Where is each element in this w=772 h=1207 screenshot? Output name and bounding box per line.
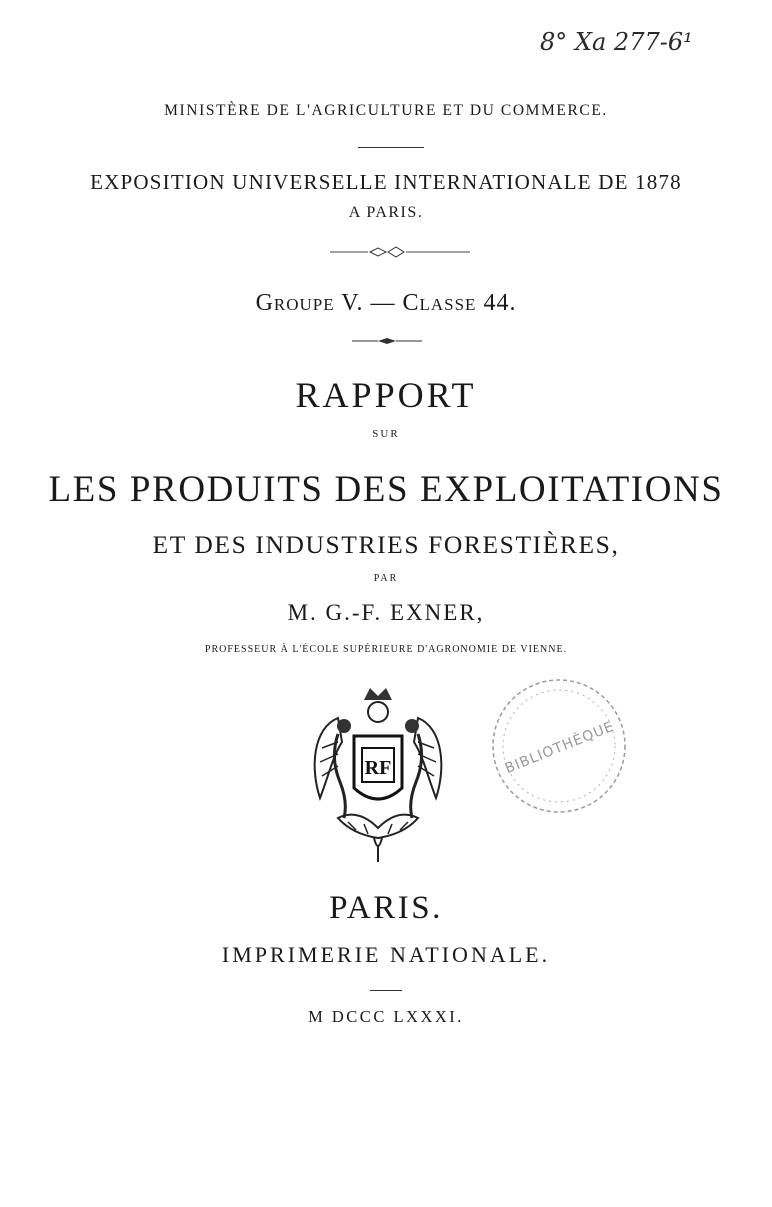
par-word: PAR xyxy=(373,573,399,584)
subject-title-line2: ET DES INDUSTRIES FORESTIÈRES, xyxy=(152,530,620,559)
printer-emblem-icon xyxy=(308,678,448,864)
shelfmark-annotation: 8° Xa 277-6¹ xyxy=(540,28,693,56)
printer-name: IMPRIMERIE NATIONALE. xyxy=(221,942,551,967)
sur-word: SUR xyxy=(372,428,400,440)
groupe-classe-line xyxy=(0,290,772,317)
ministry-heading: MINISTÈRE DE L'AGRICULTURE ET DU COMMERCE. xyxy=(164,102,608,119)
author-name: M. G.-F. EXNER, xyxy=(287,600,485,625)
emblem-monogram: RF xyxy=(364,757,392,779)
city-line: A PARIS. xyxy=(348,204,424,221)
small-ornament xyxy=(352,336,422,346)
classe-word: Classe xyxy=(402,290,477,316)
divider-rule xyxy=(358,147,424,148)
groupe-number: V. — xyxy=(341,290,396,316)
stamp-text: BIBLIOTHÈQUE xyxy=(502,718,617,778)
groupe-word: Groupe xyxy=(255,290,335,316)
exposition-title: EXPOSITION UNIVERSELLE INTERNATIONALE DE 1878 xyxy=(90,170,682,194)
imprint-rule xyxy=(370,990,402,991)
subject-title-line1: LES PRODUITS DES EXPLOITATIONS xyxy=(48,469,724,510)
imprint-city: PARIS. xyxy=(329,890,443,926)
author-affiliation: PROFESSEUR À L'ÉCOLE SUPÉRIEURE D'AGRONOMIE DE VIENNE. xyxy=(204,644,568,655)
ornament-divider xyxy=(330,244,470,260)
classe-number: 44. xyxy=(483,290,517,316)
publication-year: M DCCC LXXXI. xyxy=(308,1007,464,1026)
rapport-title: RAPPORT xyxy=(295,375,477,415)
library-stamp-icon xyxy=(484,672,634,820)
